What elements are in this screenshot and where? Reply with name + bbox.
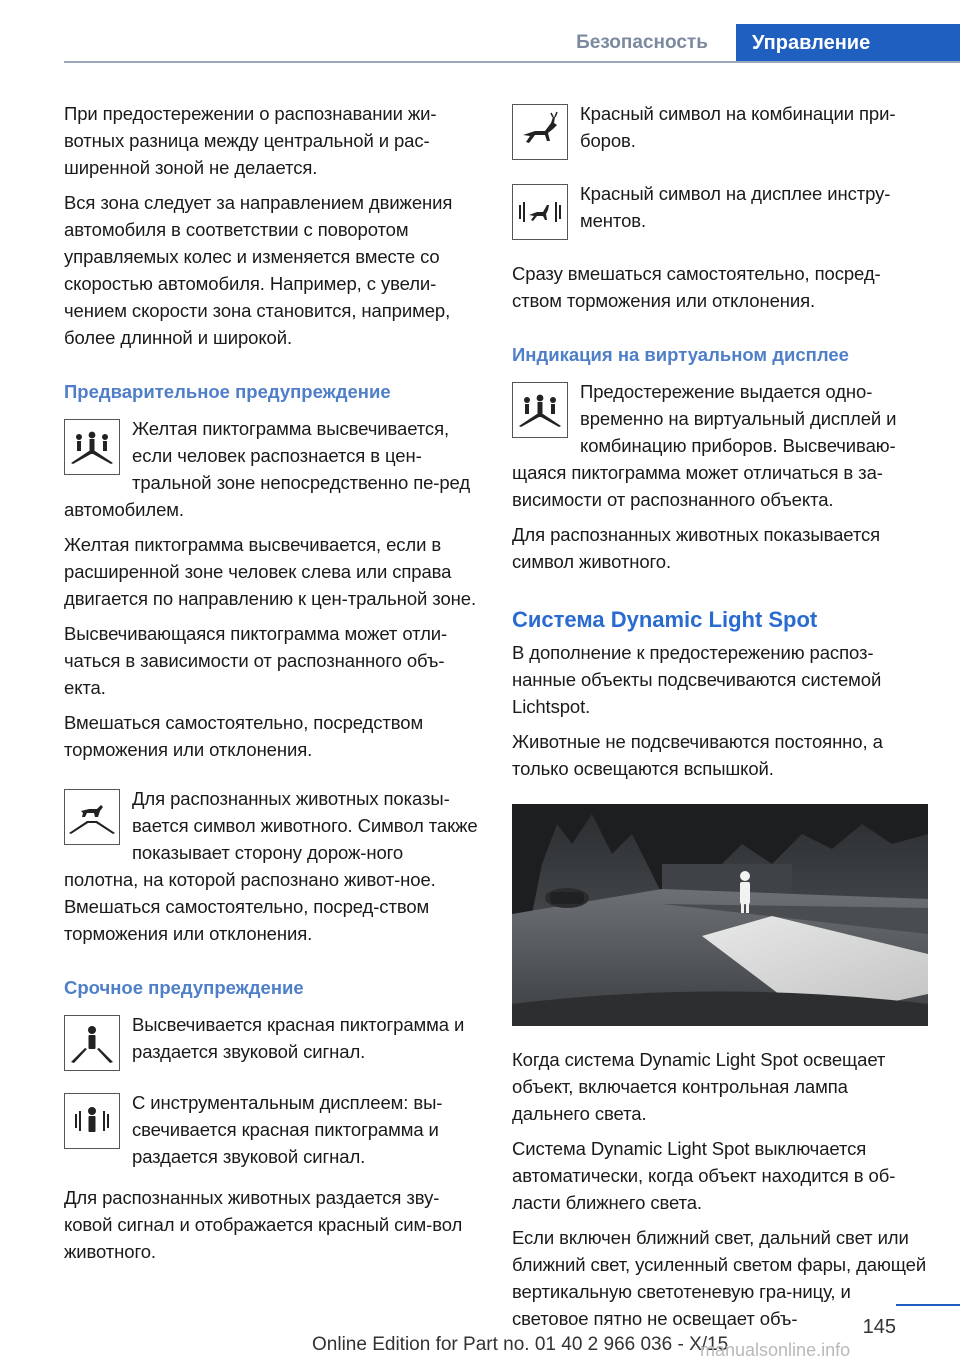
watermark: manualsonline.info: [700, 1340, 851, 1360]
tab-safety[interactable]: Безопасность: [576, 32, 708, 53]
tab-controls[interactable]: Управление: [736, 24, 960, 62]
paragraph: Если включен ближний свет, дальний свет или ближний свет, усиленный светом фары, дающей вертикальную светотеневую гра-ницу, и световое пятно не освещает объ-: [512, 1227, 927, 1329]
paragraph: Для распознанных животных показывается символ животного.: [512, 524, 881, 572]
urgent-text-1: Высвечивается красная пиктограмма и раздается звуковой сигнал.: [132, 1014, 465, 1062]
deer-block-1: [512, 100, 928, 166]
urgent-block-1: [64, 1011, 480, 1077]
pre-warning-text: Желтая пиктограмма высвечивается, если человек распознается в цен-тральной зоне непосредственно пе-ред автомобилем.: [64, 418, 471, 520]
deer-block-2: [512, 180, 928, 246]
paragraph: Желтая пиктограмма высвечивается, если в расширенной зоне человек слева или справа двигается по направлению к цен-тральной зоне.: [64, 534, 476, 609]
edition-line: Online Edition for Part no. 01 40 2 966 036 - X/15: [312, 1334, 729, 1355]
paragraph: Сразу вмешаться самостоятельно, посред-ством торможения или отклонения.: [512, 263, 881, 311]
urgent-block-2: [64, 1089, 480, 1170]
right-column: [512, 100, 928, 1340]
deer-text-2: Красный символ на дисплее инстру-ментов.: [580, 183, 891, 231]
page-number: 145: [862, 1316, 896, 1338]
left-column: [64, 100, 480, 1273]
paragraph: Вмешаться самостоятельно, посредством торможения или отклонения.: [64, 712, 424, 760]
heading-hud: Индикация на виртуальном дисплее: [512, 344, 849, 365]
hud-block: [512, 378, 928, 513]
animal-road-icon: [64, 789, 120, 845]
animal-symbol-block: [64, 785, 480, 947]
section-title: Система Dynamic Light Spot: [512, 607, 818, 632]
pedestrian-group-icon: [512, 382, 568, 438]
deer-sound-icon: [512, 184, 568, 240]
paragraph: Животные не подсвечиваются постоянно, а только освещаются вспышкой.: [512, 731, 883, 779]
paragraph: Вся зона следует за направлением движения автомобиля в соответствии с поворотом управляемых колес и изменяется вместе со скоростью автомобиля. Например, с увели-чением скорости зона становится, например, более длинной и широкой.: [64, 192, 453, 348]
footer-divider: [896, 1304, 960, 1306]
urgent-text-2: С инструментальным дисплеем: вы-свечивается красная пиктограмма и раздается звуковой сигнал.: [132, 1092, 443, 1167]
pedestrian-group-icon: [64, 419, 120, 475]
heading-pre-warning: Предварительное предупреждение: [64, 381, 391, 402]
night-road-illustration: [512, 804, 928, 1026]
pre-warning-block: [64, 415, 480, 523]
paragraph: Система Dynamic Light Spot выключается автоматически, когда объект находится в об-ласти ближнего света.: [512, 1138, 896, 1213]
paragraph: Когда система Dynamic Light Spot освещает объект, включается контрольная лампа дальнего света.: [512, 1049, 886, 1124]
pedestrian-sound-icon: [64, 1093, 120, 1149]
heading-urgent-warning: Срочное предупреждение: [64, 977, 304, 998]
paragraph: Высвечивающаяся пиктограмма может отли-чаться в зависимости от распознанного объ-екта.: [64, 623, 448, 698]
paragraph: В дополнение к предостережению распоз-нанные объекты подсвечиваются системой Lichtspot.: [512, 642, 882, 717]
paragraph: Для распознанных животных раздается зву-ковой сигнал и отображается красный сим-вол животного.: [64, 1187, 463, 1262]
deer-icon: [512, 104, 568, 160]
pedestrian-icon: [64, 1015, 120, 1071]
paragraph: При предостережении о распознавании жи-вотных разница между центральной и рас-ширенной зоной не делается.: [64, 103, 437, 178]
animal-symbol-text: Для распознанных животных показы-вается символ животного. Символ также показывает сторону дорож-ного полотна, на которой распознано живот-ное. Вмешаться самостоятельно, посред-ством торможения или отклонения.: [64, 788, 478, 944]
hud-text: Предостережение выдается одно-временно на виртуальный дисплей и комбинацию приборов. Высвечиваю-щаяся пиктограмма может отличаться в за-висимости от распознанного объекта.: [512, 381, 897, 510]
header-divider: [64, 61, 960, 63]
deer-text-1: Красный символ на комбинации при-боров.: [580, 103, 896, 151]
